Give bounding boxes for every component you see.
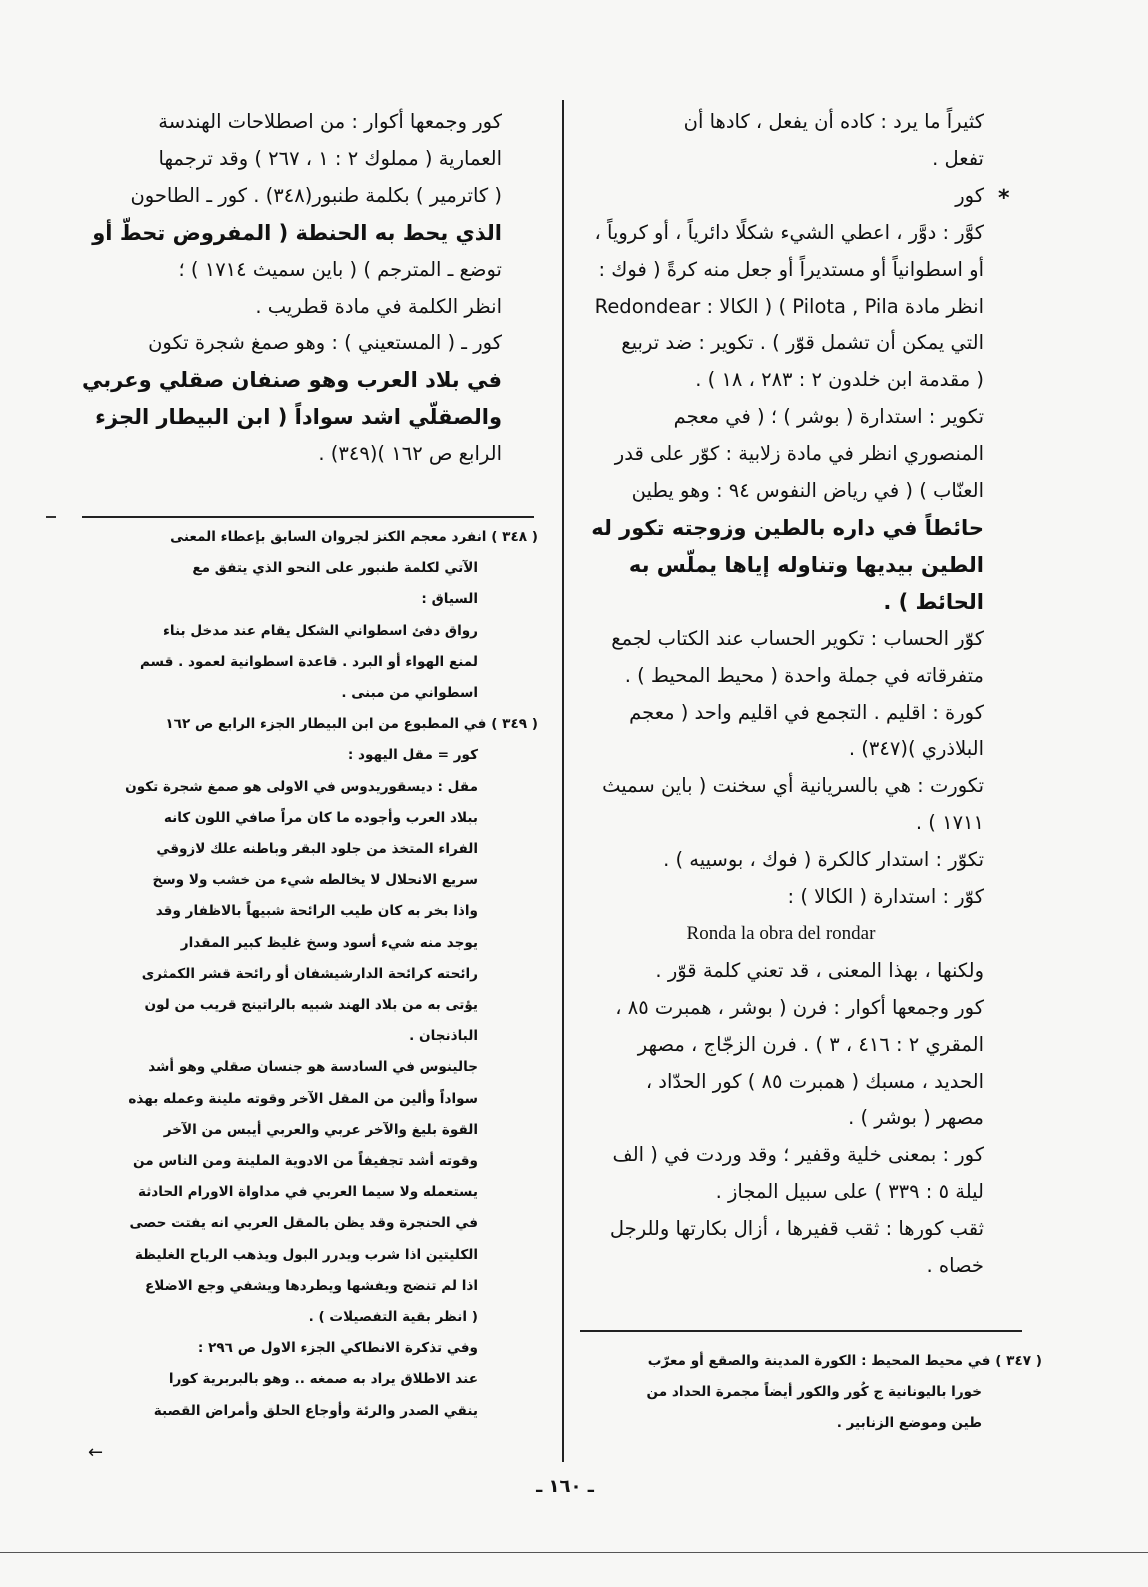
text-line: Ronda la obra del rondar bbox=[686, 922, 876, 944]
text-line: مقل : ديسقوريدوس في الاولى هو صمغ شجرة تكون bbox=[125, 778, 478, 795]
text-line: لمنع الهواء أو البرد . قاعدة اسطوانية لعمود . قسم bbox=[140, 653, 478, 670]
text-line: كورة : اقليم . التجمع في اقليم واحد ( معجم bbox=[629, 700, 984, 724]
text-line: اسطواني من مبنى . bbox=[341, 685, 478, 702]
text-line: ( انظر بقية التفصيلات ) . bbox=[308, 1309, 478, 1326]
text-line: الحديد ، مسبك ( همبرت ٨٥ ) كور الحدّاد ، bbox=[645, 1069, 984, 1093]
text-line: واذا بخر به كان طيب الرائحة شبيهاً بالاظفار وقد bbox=[155, 903, 478, 920]
text-line: ( مقدمة ابن خلدون ٢ : ٢٨٣ ، ١٨ ) . bbox=[695, 368, 984, 392]
text-line: توضع ـ المترجم ) ( باين سميث ١٧١٤ ) ؛ bbox=[178, 257, 502, 281]
text-line: انظر مادة Pilota , Pila ) ( الكالا : Redondear bbox=[594, 294, 984, 318]
text-line: ولكنها ، بهذا المعنى ، قد تعني كلمة قوّر . bbox=[655, 958, 984, 982]
text-line: البلاذري )(٣٤٧) . bbox=[848, 737, 984, 761]
text-line: تكورت : هي بالسريانية أي سخنت ( باين سميث bbox=[602, 774, 984, 798]
entry-star: * bbox=[998, 186, 1010, 211]
text-line: ١٧١١ ) . bbox=[915, 811, 984, 835]
text-line: ( ٣٤٧ ) في محيط المحيط : الكورة المدينة والصقع أو معرّب bbox=[647, 1353, 1042, 1369]
text-line: ( ٣٤٨ ) انفرد معجم الكنز لجروان السابق بإعطاء المعنى bbox=[170, 529, 538, 545]
text-line: مصهر ( بوشر ) . bbox=[848, 1106, 984, 1130]
text-line: رائحته كرائحة الدارشيشفان أو رائحة قشر الكمثرى bbox=[141, 965, 478, 982]
text-line: في بلاد العرب وهو صنفان صقلي وعربي bbox=[82, 368, 502, 393]
text-line: وفي تذكرة الانطاكي الجزء الاول ص ٢٩٦ : bbox=[197, 1340, 478, 1357]
text-line: الحائط ) . bbox=[883, 589, 984, 614]
text-line: ثقب كورها : ثقب قفيرها ، أزال بكارتها وللرجل bbox=[609, 1217, 984, 1241]
left-column bbox=[80, 104, 502, 473]
text-line: رواق دفئ اسطواني الشكل يقام عند مدخل بناء bbox=[162, 622, 478, 639]
text-line: ( كاترمير ) بكلمة طنبور(٣٤٨) . كور ـ الطاحون bbox=[130, 183, 502, 207]
text-line: كوَّر : دوَّر ، اعطي الشيء شكلًا دائرياً ، أو كروياً ، bbox=[594, 220, 984, 244]
text-line: انظر الكلمة في مادة قطريب . bbox=[255, 294, 502, 318]
text-line: يستعمله ولا سيما العربي في مداواة الاورام الحادثة bbox=[137, 1184, 478, 1201]
text-line: الذي يحط به الحنطة ( المفروض تحطّ أو bbox=[92, 220, 502, 245]
text-line: ينقي الصدر والرئة وأوجاع الحلق وأمراض القصبة bbox=[153, 1402, 478, 1419]
text-line: في الحنجرة وقد يظن بالمقل العربي انه يفتت حصى bbox=[129, 1215, 478, 1232]
text-line: عند الاطلاق يراد به صمغه .. وهو بالبربرية كورا bbox=[168, 1371, 478, 1388]
text-line: أو اسطوانياً أو مستديراً أو جعل منه كرةً ( فوك : bbox=[598, 257, 984, 281]
margin-mark bbox=[46, 516, 56, 518]
text-line: الكليتين اذا شرب ويدرر البول ويذهب الرياح الغليظة bbox=[134, 1246, 478, 1263]
text-line: يؤتى به من بلاد الهند شبيه بالراتينج قريب من لون bbox=[144, 997, 478, 1014]
text-line: طين وموضع الزنابير . bbox=[836, 1415, 982, 1432]
text-line: اذا لم تنضج ويفشها ويطردها ويشفي وجع الاضلاع bbox=[144, 1277, 478, 1294]
continue-arrow: ← bbox=[88, 1442, 104, 1463]
text-line: والصقلّي اشد سواداً ( ابن البيطار الجزء bbox=[95, 405, 502, 430]
text-line: الباذنجان . bbox=[409, 1028, 478, 1045]
footnote-rule-left bbox=[82, 516, 534, 518]
text-line: كور ـ ( المستعيني ) : وهو صمغ شجرة تكون bbox=[148, 331, 502, 355]
right-column bbox=[578, 104, 984, 1285]
text-line: الفراء المتخذ من جلود البقر وباطنه علك لازوقي bbox=[156, 841, 478, 858]
text-line: كوّر الحساب : تكوير الحساب عند الكتاب لجمع bbox=[611, 626, 984, 650]
text-line: كور وجمعها أكوار : من اصطلاحات الهندسة bbox=[158, 110, 502, 133]
text-line: ( ٣٤٩ ) في المطبوع من ابن البيطار الجزء الرابع ص ١٦٢ bbox=[165, 716, 538, 733]
text-line: تفعل . bbox=[932, 146, 984, 170]
text-line: جالينوس في السادسة هو جنسان صقلي وهو أشد bbox=[148, 1059, 478, 1076]
text-line: كوّر : استدارة ( الكالا ) : bbox=[787, 885, 984, 909]
text-line: وقوته أشد تجفيفاً من الادوية الملينة ومن الناس من bbox=[133, 1153, 478, 1170]
text-line: كثيراً ما يرد : كاده أن يفعل ، كادها أن bbox=[683, 110, 984, 133]
text-line: خورا باليونانية ج كُور والكور أيضاً مجمرة الحداد من bbox=[646, 1384, 982, 1401]
text-line: ببلاد العرب وأجوده ما كان مراً صافي اللون كانه bbox=[163, 809, 478, 826]
text-line: كور bbox=[955, 183, 984, 207]
scan-edge bbox=[0, 1552, 1148, 1553]
text-line: كور : بمعنى خلية وقفير ؛ وقد وردت في ( الف bbox=[612, 1143, 984, 1167]
text-line: ليلة ٥ : ٣٣٩ ) على سبيل المجاز . bbox=[715, 1180, 984, 1204]
text-line: خصاه . bbox=[926, 1254, 984, 1278]
text-line: كور وجمعها أكوار : فرن ( بوشر ، همبرت ٨٥ ، bbox=[615, 995, 984, 1019]
text-line: يوجد منه شيء أسود وسخ غليظ كبير المقدار bbox=[180, 934, 478, 951]
text-line: تكوير : استدارة ( بوشر ) ؛ ( في معجم bbox=[673, 405, 984, 429]
text-line: سواداً وألين من المقل الآخر وقوته ملينة وعمله بهذه bbox=[128, 1090, 478, 1107]
text-line: الآتي لكلمة طنبور على النحو الذي يتفق مع bbox=[192, 560, 478, 577]
text-line: سريع الانحلال لا يخالطه شيء من خشب ولا وسخ bbox=[152, 872, 478, 889]
text-line: السياق : bbox=[421, 591, 478, 608]
text-line: الطين بيديها وتناوله إياها يملّس به bbox=[628, 552, 984, 577]
text-line: كور = مقل اليهود : bbox=[347, 747, 478, 764]
footnotes-left bbox=[80, 522, 538, 1427]
text-line: التي يمكن أن تشمل قوّر ) . تكوير : ضد تربيع bbox=[621, 331, 984, 355]
footnote-rule-right bbox=[580, 1330, 1022, 1332]
text-line: الرابع ص ١٦٢ )(٣٤٩) . bbox=[318, 442, 502, 466]
text-line: القوة بليغ والآخر عربي والعربي أيبس من الآخر bbox=[163, 1121, 478, 1138]
text-line: متفرقاته في جملة واحدة ( محيط المحيط ) . bbox=[624, 663, 984, 687]
text-line: العنّاب ) ( في رياض النفوس ٩٤ : وهو يطين bbox=[631, 479, 984, 503]
column-divider bbox=[562, 100, 564, 1462]
text-line: حائطاً في داره بالطين وزوجته تكور له bbox=[591, 515, 984, 540]
text-line: العمارية ( مملوك ٢ : ١ ، ٢٦٧ ) وقد ترجمها bbox=[158, 146, 502, 170]
text-line: المقري ٢ : ٤١٦ ، ٣ ) . فرن الزجّاج ، مصهر bbox=[637, 1032, 984, 1056]
text-line: تكوّر : استدار كالكرة ( فوك ، بوسييه ) . bbox=[663, 848, 984, 872]
text-line: المنصوري انظر في مادة زلابية : كوّر على قدر bbox=[614, 442, 984, 466]
page-number: ـ ١٦٠ ـ bbox=[536, 1476, 594, 1497]
footnotes-right bbox=[580, 1346, 1042, 1440]
